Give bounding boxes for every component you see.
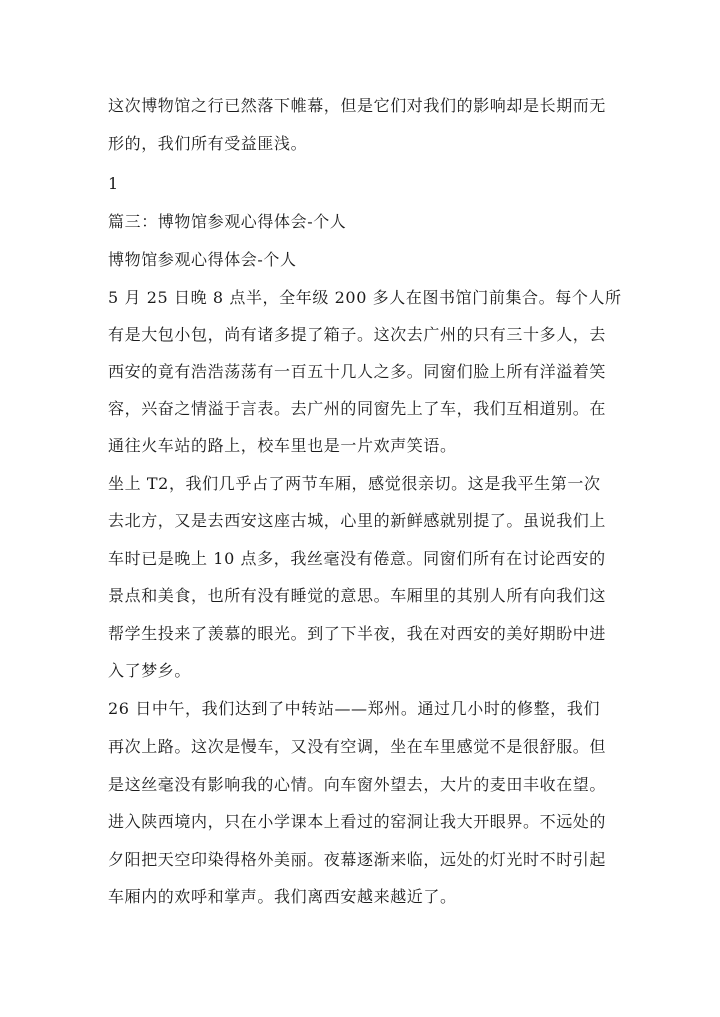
text-line: 再次上路。这次是慢车，又没有空调，坐在车里感觉不是很舒服。但 [108,737,607,756]
text-line: 形的，我们所有受益匪浅。 [108,134,308,153]
text-line: 帮学生投来了羡慕的眼光。到了下半夜，我在对西安的美好期盼中进 [108,624,607,643]
article-title: 博物馆参观心得体会-个人 [108,250,297,269]
text-line: 5 月 25 日晚 8 点半，全年级 200 多人在图书馆门前集合。每个人所 [108,288,622,307]
text-line: 这次博物馆之行已然落下帷幕，但是它们对我们的影响却是长期而无 [108,96,607,115]
text-line: 通往火车站的路上，校车里也是一片欢声笑语。 [108,436,457,455]
text-line: 车时已是晚上 10 点多，我丝毫没有倦意。同窗们所有在讨论西安的 [108,549,606,568]
page-number: 1 [108,174,119,193]
text-line: 坐上 T2，我们几乎占了两节车厢，感觉很亲切。这是我平生第一次 [108,474,601,493]
text-line: 车厢内的欢呼和掌声。我们离西安越来越近了。 [108,887,457,906]
text-line: 容，兴奋之情溢于言表。去广州的同窗先上了车，我们互相道别。在 [108,399,607,418]
text-line: 景点和美食，也所有没有睡觉的意思。车厢里的其别人所有向我们这 [108,586,607,605]
text-line: 26 日中午，我们达到了中转站——郑州。通过几小时的修整，我们 [108,699,601,718]
text-line: 入了梦乡。 [108,661,192,680]
text-line: 是这丝毫没有影响我的心情。向车窗外望去，大片的麦田丰收在望。 [108,775,607,794]
section-heading: 篇三：博物馆参观心得体会-个人 [108,212,347,231]
text-line: 夕阳把天空印染得格外美丽。夜幕逐渐来临，远处的灯光时不时引起 [108,850,607,869]
text-line: 西安的竟有浩浩荡荡有一百五十几人之多。同窗们脸上所有洋溢着笑 [108,362,607,381]
text-line: 去北方，又是去西安这座古城，心里的新鲜感就别提了。虽说我们上 [108,511,607,530]
text-line: 进入陕西境内，只在小学课本上看过的窑洞让我大开眼界。不远处的 [108,812,607,831]
text-line: 有是大包小包，尚有诸多提了箱子。这次去广州的只有三十多人，去 [108,325,607,344]
